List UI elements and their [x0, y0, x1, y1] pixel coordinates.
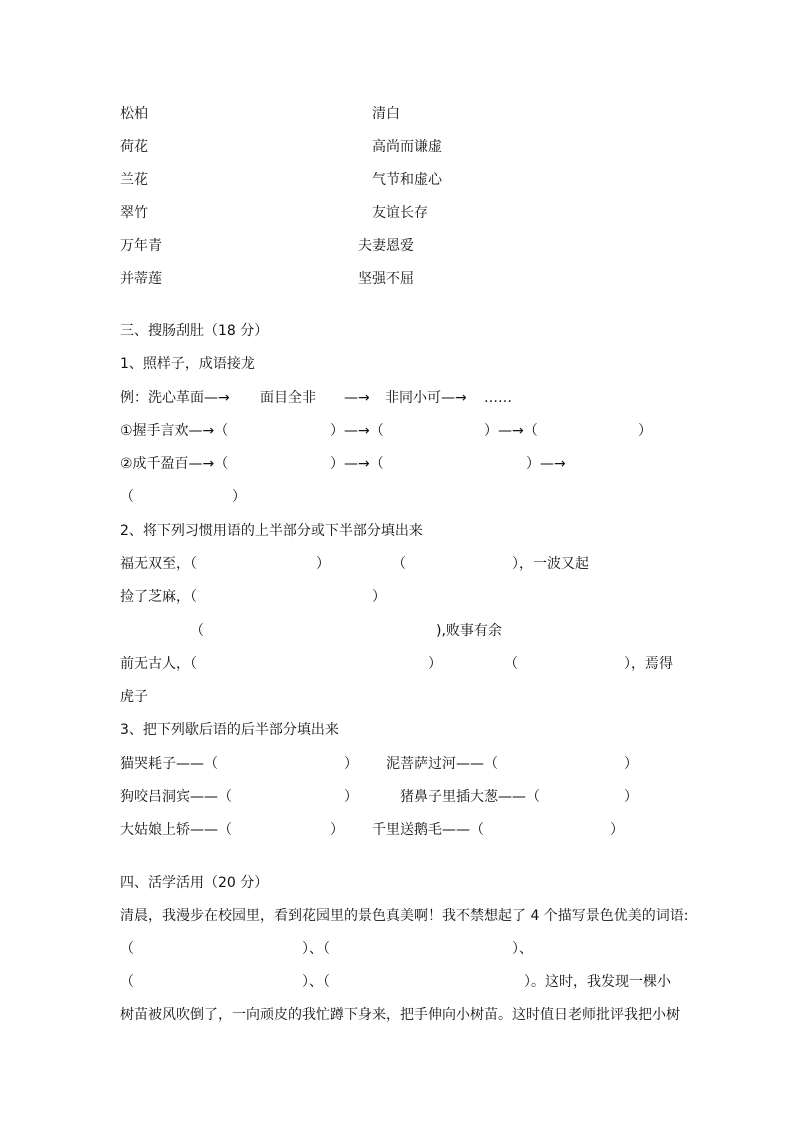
q2-title: 2、将下列习惯用语的上半部分或下半部分填出来: [120, 523, 423, 539]
match-right-4: 友谊长存: [372, 205, 428, 221]
section4-line2-a: （: [120, 941, 134, 957]
q2-line1-a: 福无双至，（: [120, 556, 197, 572]
section3-title: 三、搜肠刮肚（18 分）: [120, 323, 269, 339]
section4-line2-b: ）、（: [302, 941, 330, 957]
match-right-2: 高尚而谦虚: [372, 139, 442, 155]
q2-line1-d: ），一波又起: [512, 556, 589, 572]
q3-item3-a-end: ）: [330, 822, 344, 838]
q3-item3-a: 大姑娘上轿——（: [120, 822, 232, 838]
q3-item2-a-end: ）: [344, 789, 358, 805]
q2-line3-a: （: [190, 623, 204, 639]
q3-title: 3、把下列歇后语的后半部分填出来: [120, 722, 339, 738]
q3-item1-a: 猫哭耗子——（: [120, 756, 218, 772]
match-left-1: 松柏: [120, 106, 148, 122]
match-right-3: 气节和虚心: [372, 172, 442, 188]
q1-example-word3: 非同小可—→: [385, 390, 467, 406]
q2-line1-c: （: [392, 556, 406, 572]
q1-example-arrow2: —→: [344, 390, 370, 406]
q1-example-word2: 面目全非: [260, 390, 316, 406]
q1-title: 1、照样子，成语接龙: [120, 356, 255, 372]
q2-line2-b: ）: [372, 589, 386, 605]
q3-item2-b: 猪鼻子里插大葱——（: [400, 789, 540, 805]
q2-line5: 虎子: [120, 689, 148, 705]
section4-line3-b: ）、（: [302, 974, 330, 990]
q1-example-prefix: 例：洗心革面—→: [120, 390, 230, 406]
q3-item1-b-end: ）: [624, 756, 638, 772]
q2-line4-a: 前无古人，（: [120, 656, 197, 672]
section4-line3-c: ）。这时，我发现一棵小: [524, 974, 671, 990]
q2-line1-b: ）: [316, 556, 330, 572]
match-right-5: 夫妻恩爱: [358, 238, 414, 254]
section4-title: 四、活学活用（20 分）: [120, 875, 269, 891]
section4-line3-a: （: [120, 974, 134, 990]
q3-item2-b-end: ）: [624, 789, 638, 805]
match-left-5: 万年青: [120, 238, 162, 254]
match-left-2: 荷花: [120, 139, 148, 155]
match-left-3: 兰花: [120, 172, 148, 188]
q3-item1-a-end: ）: [344, 756, 358, 772]
q1-row1-end: ）: [638, 423, 652, 439]
q1-row2-start: ②成千盈百—→（: [120, 456, 229, 472]
q1-row2-part3: （: [120, 489, 134, 505]
match-right-1: 清白: [372, 106, 400, 122]
q2-line2-a: 捡了芝麻，（: [120, 589, 197, 605]
q2-line4-b: ）: [428, 656, 442, 672]
q2-line4-d: ），焉得: [624, 656, 673, 672]
q3-item2-a: 狗咬吕洞宾——（: [120, 789, 232, 805]
q1-row1-start: ①握手言欢—→（: [120, 423, 229, 439]
q3-item1-b: 泥菩萨过河——（: [386, 756, 498, 772]
match-right-6: 坚强不屈: [358, 271, 414, 287]
section4-paragraph-line1: 清晨，我漫步在校园里，看到花园里的景色真美啊！我不禁想起了 4 个描写景色优美的词语:: [120, 908, 689, 924]
match-left-4: 翠竹: [120, 205, 148, 221]
q1-row2-part2: ）—→: [526, 456, 566, 472]
section4-paragraph-line4: 树苗被风吹倒了，一向顽皮的我忙蹲下身来，把手伸向小树苗。这时值日老师批评我把小树: [120, 1007, 680, 1023]
section4-line2-c: ）、: [512, 941, 533, 957]
q2-line3-b: ),败事有余: [436, 623, 502, 639]
q3-item3-b: 千里送鹅毛——（: [372, 822, 484, 838]
q3-item3-b-end: ）: [610, 822, 624, 838]
q2-line4-c: （: [504, 656, 518, 672]
match-left-6: 并蒂莲: [120, 271, 162, 287]
q1-example-ellipsis: ……: [484, 390, 512, 406]
q1-row2-part4: ）: [232, 489, 246, 505]
q1-row2-part1: ）—→（: [330, 456, 384, 472]
q1-row1-part2: ）—→（: [484, 423, 538, 439]
q1-row1-part1: ）—→（: [330, 423, 384, 439]
